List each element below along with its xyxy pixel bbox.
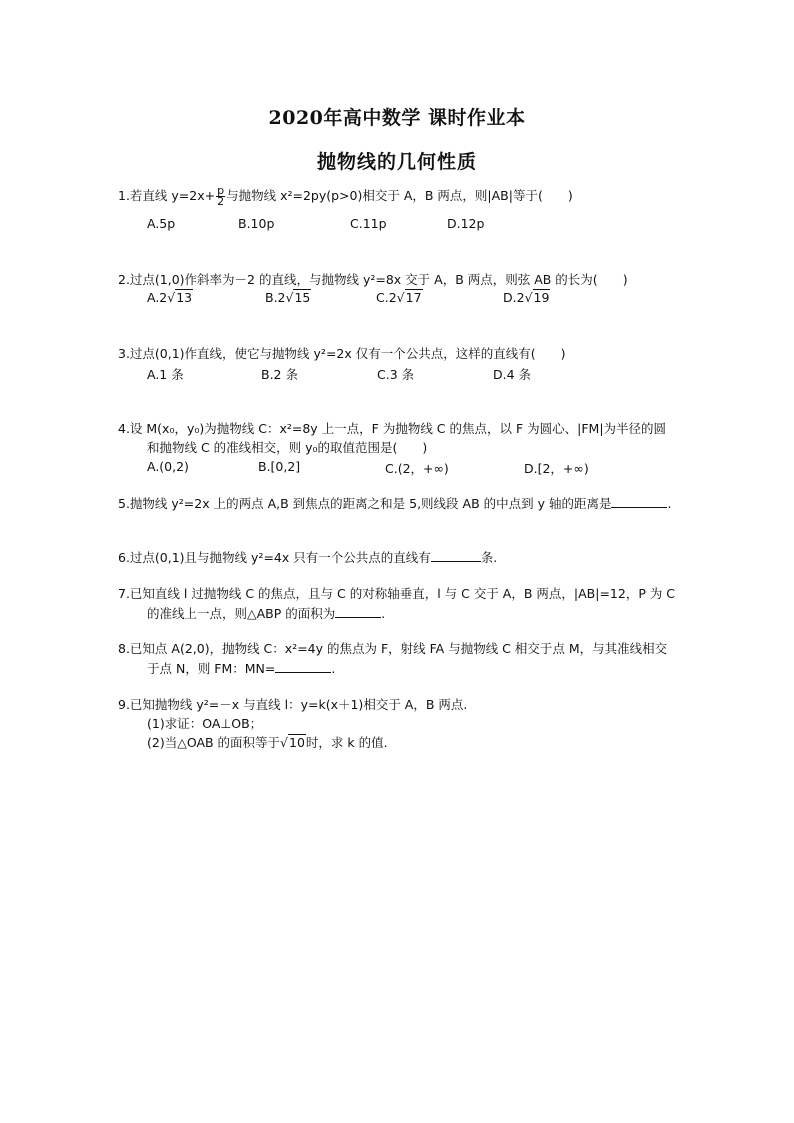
q4-option-a: A.(0,2) — [147, 459, 189, 474]
answer-blank — [335, 605, 381, 618]
q8-text: 于点 N，则 FM：MN= — [147, 661, 276, 676]
question-7-line-1: 7.已知直线 l 过抛物线 C 的焦点，且与 C 的对称轴垂直，l 与 C 交于 A，B 两点，|AB|=12，P 为 C — [118, 586, 676, 601]
q9-part2-pre: (2)当△OAB 的面积等于 — [147, 735, 281, 750]
q8-end: . — [331, 661, 336, 676]
option-label: C.2 — [376, 290, 397, 305]
question-4-line-1: 4.设 M(x₀，y₀)为抛物线 C：x²=8y 上一点，F 为抛物线 C 的焦点，以 F 为圆心、|FM|为半径的圆 — [118, 421, 667, 436]
q6-text-post: 条. — [480, 550, 498, 565]
document-title: 2020年高中数学 课时作业本 — [268, 107, 526, 129]
q7-text: 的准线上一点，则△ABP 的面积为 — [147, 606, 336, 621]
q1-option-c: C.11p — [350, 216, 387, 231]
q1-option-b: B.10p — [238, 216, 275, 231]
question-6 — [118, 549, 497, 566]
question-1 — [118, 186, 573, 207]
question-8-line-2 — [147, 660, 335, 677]
question-8-line-1: 8.已知点 A(2,0)，抛物线 C：x²=4y 的焦点为 F，射线 FA 与抛物线 C 相交于点 M，与其准线相交 — [118, 641, 668, 656]
q3-option-d: D.4 条 — [493, 367, 532, 382]
q1-option-a: A.5p — [147, 216, 176, 231]
radicand: 17 — [405, 290, 422, 305]
answer-blank — [275, 660, 331, 673]
q6-text-pre: 6.过点(0,1)且与抛物线 y²=4x 只有一个公共点的直线有 — [118, 550, 431, 565]
q5-end: . — [667, 496, 672, 511]
q3-option-b: B.2 条 — [261, 367, 298, 382]
question-7-line-2 — [147, 605, 385, 622]
frac-numerator: p — [217, 184, 225, 197]
question-3: 3.过点(0,1)作直线，使它与抛物线 y²=2x 仅有一个公共点，这样的直线有( ) — [118, 346, 566, 361]
document-subtitle: 抛物线的几何性质 — [316, 151, 477, 173]
option-label: A.2 — [147, 290, 168, 305]
question-9-part-1: (1)求证：OA⊥OB； — [147, 716, 263, 731]
q3-option-c: C.3 条 — [377, 367, 415, 382]
q1-option-d: D.12p — [447, 216, 485, 231]
question-4-line-2: 和抛物线 C 的准线相交，则 y₀的取值范围是( ) — [147, 440, 428, 455]
sqrt-symbol: √19 — [524, 290, 550, 305]
p-over-2-fraction — [216, 186, 225, 207]
q2-option-c — [376, 290, 423, 305]
q1-text-post: 与抛物线 x²=2py(p>0)相交于 A，B 两点，则|AB|等于( ) — [226, 188, 573, 203]
q1-text-pre: 1.若直线 y=2x+ — [118, 188, 216, 203]
question-9-part-2 — [147, 735, 388, 751]
q2-option-b — [265, 290, 311, 305]
q4-option-c: C.(2，+∞) — [385, 461, 449, 476]
q9-part2-post: 时，求 k 的值. — [305, 735, 388, 750]
q5-text: 5.抛物线 y²=2x 上的两点 A,B 到焦点的距离之和是 5,则线段 AB 的中点到 y 轴的距离是 — [118, 496, 612, 511]
frac-denominator: 2 — [217, 195, 225, 208]
answer-blank — [431, 549, 481, 562]
option-label: B.2 — [265, 290, 286, 305]
option-label: D.2 — [503, 290, 525, 305]
question-2: 2.过点(1,0)作斜率为－2 的直线，与抛物线 y²=8x 交于 A，B 两点，则弦 AB 的长为( ) — [118, 272, 628, 287]
radicand: 10 — [289, 735, 305, 750]
sqrt-symbol: √13 — [167, 290, 193, 305]
q7-end: . — [381, 606, 386, 621]
sqrt-symbol: √10 — [280, 735, 305, 750]
q4-option-d: D.[2，+∞) — [524, 461, 589, 476]
answer-blank — [611, 495, 667, 508]
radicand: 15 — [294, 290, 311, 305]
q2-option-d — [503, 290, 550, 305]
sqrt-symbol: √17 — [396, 290, 422, 305]
q2-option-a — [147, 290, 193, 305]
question-9-line-1: 9.已知抛物线 y²=－x 与直线 l：y=k(x＋1)相交于 A，B 两点. — [118, 697, 468, 712]
question-5 — [118, 495, 671, 512]
radicand: 13 — [176, 290, 193, 305]
sqrt-symbol: √15 — [285, 290, 311, 305]
q3-option-a: A.1 条 — [147, 367, 184, 382]
q4-option-b: B.[0,2] — [258, 459, 301, 474]
radicand: 19 — [533, 290, 550, 305]
